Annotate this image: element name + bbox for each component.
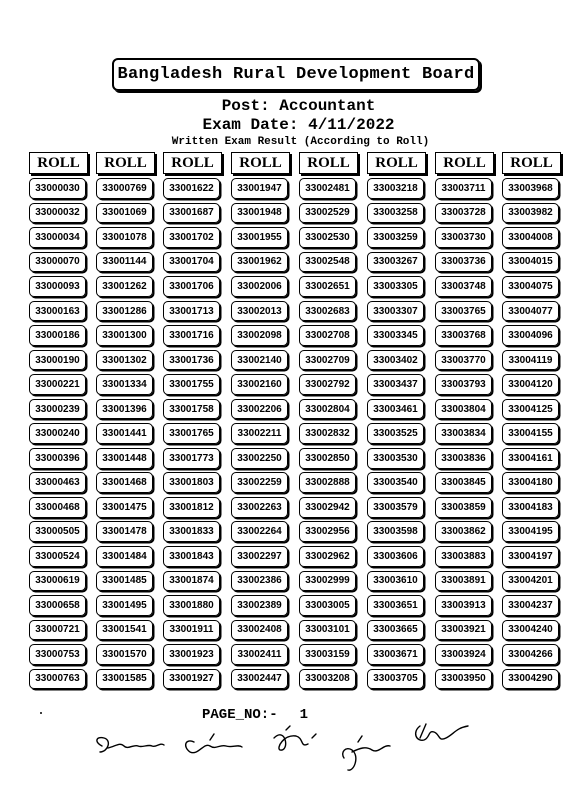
roll-cell: 33002832: [299, 423, 356, 444]
roll-cell: 33001334: [96, 374, 153, 395]
roll-cell: 33003736: [435, 252, 492, 273]
roll-cell: 33002408: [231, 620, 288, 641]
roll-cell: 33002447: [231, 669, 288, 690]
roll-cell: 33004201: [502, 571, 559, 592]
roll-cell: 33001962: [231, 252, 288, 273]
roll-cell: 33001758: [163, 399, 220, 420]
roll-cell: 33004077: [502, 301, 559, 322]
roll-cell: 33003834: [435, 423, 492, 444]
roll-cell: 33000221: [29, 374, 86, 395]
roll-cell: 33000753: [29, 644, 86, 665]
roll-cell: 33003968: [502, 178, 559, 199]
roll-cell: 33001144: [96, 252, 153, 273]
roll-cell: 33004237: [502, 595, 559, 616]
roll-cell: 33001923: [163, 644, 220, 665]
roll-cell: 33003101: [299, 620, 356, 641]
roll-column-header: ROLL: [96, 152, 155, 174]
roll-cell: 33002098: [231, 325, 288, 346]
roll-cell: 33000093: [29, 276, 86, 297]
roll-cell: 33002297: [231, 546, 288, 567]
roll-cell: 33000524: [29, 546, 86, 567]
roll-cell: 33001803: [163, 472, 220, 493]
roll-cell: 33002250: [231, 448, 288, 469]
roll-cell: 33003259: [367, 227, 424, 248]
roll-cell: 33001843: [163, 546, 220, 567]
roll-cell: 33003730: [435, 227, 492, 248]
roll-cell: 33002548: [299, 252, 356, 273]
roll-cell: 33000034: [29, 227, 86, 248]
roll-cell: 33000763: [29, 669, 86, 690]
roll-cell: 33002259: [231, 472, 288, 493]
roll-cell: 33001716: [163, 325, 220, 346]
roll-cell: 33001765: [163, 423, 220, 444]
roll-cell: 33003836: [435, 448, 492, 469]
signature-1: [97, 738, 164, 752]
roll-cell: 33001484: [96, 546, 153, 567]
roll-cell: 33004015: [502, 252, 559, 273]
roll-column: [299, 152, 359, 693]
roll-cell: 33003671: [367, 644, 424, 665]
roll-cell: 33002962: [299, 546, 356, 567]
roll-cell: 33000721: [29, 620, 86, 641]
roll-cell: 33004096: [502, 325, 559, 346]
roll-cell: 33003770: [435, 350, 492, 371]
roll-cell: 33001300: [96, 325, 153, 346]
roll-cell: 33000163: [29, 301, 86, 322]
roll-cell: 33003891: [435, 571, 492, 592]
roll-cell: 33003345: [367, 325, 424, 346]
roll-column-header: ROLL: [231, 152, 290, 174]
roll-cell: 33001706: [163, 276, 220, 297]
signatures: [90, 712, 490, 792]
roll-cell: 33002529: [299, 203, 356, 224]
roll-cell: 33003606: [367, 546, 424, 567]
roll-cell: 33003258: [367, 203, 424, 224]
roll-cell: 33004120: [502, 374, 559, 395]
roll-cell: 33002708: [299, 325, 356, 346]
roll-cell: 33003705: [367, 669, 424, 690]
roll-cell: 33002888: [299, 472, 356, 493]
roll-cell: 33004125: [502, 399, 559, 420]
organization-title: Bangladesh Rural Development Board: [112, 58, 480, 91]
roll-cell: 33003921: [435, 620, 492, 641]
roll-cell: 33004119: [502, 350, 559, 371]
roll-cell: 33003208: [299, 669, 356, 690]
roll-cell: 33003267: [367, 252, 424, 273]
roll-column: [231, 152, 291, 693]
roll-cell: 33003579: [367, 497, 424, 518]
roll-cell: 33000030: [29, 178, 86, 199]
roll-cell: 33004290: [502, 669, 559, 690]
roll-cell: 33003765: [435, 301, 492, 322]
roll-cell: 33003748: [435, 276, 492, 297]
roll-cell: 33003859: [435, 497, 492, 518]
roll-cell: 33001396: [96, 399, 153, 420]
roll-cell: 33001286: [96, 301, 153, 322]
roll-cell: 33002850: [299, 448, 356, 469]
roll-cell: 33003461: [367, 399, 424, 420]
roll-cell: 33002386: [231, 571, 288, 592]
roll-cell: 33000769: [96, 178, 153, 199]
roll-cell: 33003305: [367, 276, 424, 297]
roll-cell: 33004266: [502, 644, 559, 665]
roll-cell: 33000032: [29, 203, 86, 224]
page-number-value: 1: [299, 707, 309, 723]
roll-cell: 33001468: [96, 472, 153, 493]
roll-cell: 33000240: [29, 423, 86, 444]
roll-cell: 33003862: [435, 521, 492, 542]
roll-cell: 33000396: [29, 448, 86, 469]
signature-5: [416, 724, 468, 740]
roll-cell: 33004008: [502, 227, 559, 248]
roll-cell: 33003982: [502, 203, 559, 224]
roll-cell: 33001687: [163, 203, 220, 224]
roll-cell: 33003525: [367, 423, 424, 444]
roll-cell: 33002211: [231, 423, 288, 444]
roll-cell: 33001948: [231, 203, 288, 224]
roll-cell: 33002206: [231, 399, 288, 420]
roll-cell: 33000505: [29, 521, 86, 542]
roll-cell: 33002013: [231, 301, 288, 322]
roll-cell: 33003598: [367, 521, 424, 542]
roll-cell: 33001475: [96, 497, 153, 518]
roll-cell: 33001955: [231, 227, 288, 248]
roll-cell: 33004075: [502, 276, 559, 297]
roll-cell: 33003530: [367, 448, 424, 469]
speck: [40, 712, 42, 714]
roll-cell: 33004195: [502, 521, 559, 542]
roll-cell: 33004240: [502, 620, 559, 641]
roll-cell: 33001495: [96, 595, 153, 616]
roll-cell: 33003159: [299, 644, 356, 665]
roll-column-header: ROLL: [435, 152, 494, 174]
roll-cell: 33003610: [367, 571, 424, 592]
roll-cell: 33002263: [231, 497, 288, 518]
roll-cell: 33003913: [435, 595, 492, 616]
roll-cell: 33002999: [299, 571, 356, 592]
roll-cell: 33002804: [299, 399, 356, 420]
roll-column-header: ROLL: [299, 152, 358, 174]
roll-cell: 33003768: [435, 325, 492, 346]
roll-cell: 33001570: [96, 644, 153, 665]
roll-cell: 33000239: [29, 399, 86, 420]
roll-cell: 33003665: [367, 620, 424, 641]
roll-column: [29, 152, 89, 693]
roll-cell: 33003924: [435, 644, 492, 665]
roll-cell: 33002530: [299, 227, 356, 248]
roll-cell: 33002264: [231, 521, 288, 542]
roll-cell: 33000190: [29, 350, 86, 371]
roll-cell: 33001441: [96, 423, 153, 444]
roll-cell: 33002709: [299, 350, 356, 371]
roll-cell: 33003218: [367, 178, 424, 199]
roll-column: [163, 152, 223, 693]
roll-cell: 33003307: [367, 301, 424, 322]
roll-cell: 33000070: [29, 252, 86, 273]
roll-cell: 33001880: [163, 595, 220, 616]
roll-cell: 33001069: [96, 203, 153, 224]
roll-cell: 33002481: [299, 178, 356, 199]
roll-cell: 33003437: [367, 374, 424, 395]
roll-cell: 33002389: [231, 595, 288, 616]
roll-cell: 33003005: [299, 595, 356, 616]
roll-cell: 33000619: [29, 571, 86, 592]
roll-cell: 33000186: [29, 325, 86, 346]
roll-cell: 33001704: [163, 252, 220, 273]
roll-cell: 33002956: [299, 521, 356, 542]
roll-cell: 33002411: [231, 644, 288, 665]
roll-cell: 33001262: [96, 276, 153, 297]
roll-cell: 33001911: [163, 620, 220, 641]
roll-cell: 33004155: [502, 423, 559, 444]
roll-cell: 33000658: [29, 595, 86, 616]
roll-cell: 33001773: [163, 448, 220, 469]
roll-cell: 33001302: [96, 350, 153, 371]
roll-cell: 33004161: [502, 448, 559, 469]
roll-cell: 33001448: [96, 448, 153, 469]
signature-4: [343, 736, 390, 770]
roll-cell: 33001478: [96, 521, 153, 542]
roll-cell: 33004183: [502, 497, 559, 518]
roll-cell: 33002160: [231, 374, 288, 395]
roll-column: [367, 152, 427, 693]
result-subtitle: Written Exam Result (According to Roll): [171, 136, 430, 148]
roll-cell: 33003651: [367, 595, 424, 616]
roll-cell: 33002683: [299, 301, 356, 322]
roll-cell: 33002006: [231, 276, 288, 297]
roll-cell: 33003804: [435, 399, 492, 420]
signature-3: [274, 726, 316, 750]
roll-column-header: ROLL: [502, 152, 561, 174]
roll-cell: 33001622: [163, 178, 220, 199]
roll-cell: 33003883: [435, 546, 492, 567]
roll-cell: 33002140: [231, 350, 288, 371]
roll-cell: 33001874: [163, 571, 220, 592]
post-line: Post: Accountant: [221, 97, 376, 115]
exam-date-line: Exam Date: 4/11/2022: [202, 116, 395, 134]
roll-cell: 33001585: [96, 669, 153, 690]
roll-cell: 33002651: [299, 276, 356, 297]
roll-cell: 33004197: [502, 546, 559, 567]
roll-cell: 33003728: [435, 203, 492, 224]
roll-cell: 33003793: [435, 374, 492, 395]
roll-column: [502, 152, 562, 693]
roll-cell: 33001078: [96, 227, 153, 248]
roll-cell: 33001485: [96, 571, 153, 592]
roll-cell: 33000468: [29, 497, 86, 518]
roll-column-header: ROLL: [367, 152, 426, 174]
roll-cell: 33003845: [435, 472, 492, 493]
roll-column-header: ROLL: [163, 152, 222, 174]
roll-cell: 33001833: [163, 521, 220, 542]
roll-cell: 33003711: [435, 178, 492, 199]
roll-column: [435, 152, 495, 693]
roll-cell: 33001927: [163, 669, 220, 690]
roll-cell: 33003950: [435, 669, 492, 690]
roll-cell: 33000463: [29, 472, 86, 493]
roll-cell: 33001755: [163, 374, 220, 395]
roll-cell: 33003402: [367, 350, 424, 371]
roll-cell: 33001812: [163, 497, 220, 518]
roll-cell: 33001947: [231, 178, 288, 199]
roll-cell: 33001713: [163, 301, 220, 322]
roll-cell: 33001736: [163, 350, 220, 371]
roll-cell: 33002792: [299, 374, 356, 395]
roll-cell: 33004180: [502, 472, 559, 493]
signature-2: [186, 734, 242, 753]
roll-cell: 33001541: [96, 620, 153, 641]
roll-cell: 33002942: [299, 497, 356, 518]
roll-cell: 33001702: [163, 227, 220, 248]
roll-column-header: ROLL: [29, 152, 88, 174]
roll-column: [96, 152, 156, 693]
roll-cell: 33003540: [367, 472, 424, 493]
page-number-label: PAGE_NO:-: [202, 707, 278, 723]
